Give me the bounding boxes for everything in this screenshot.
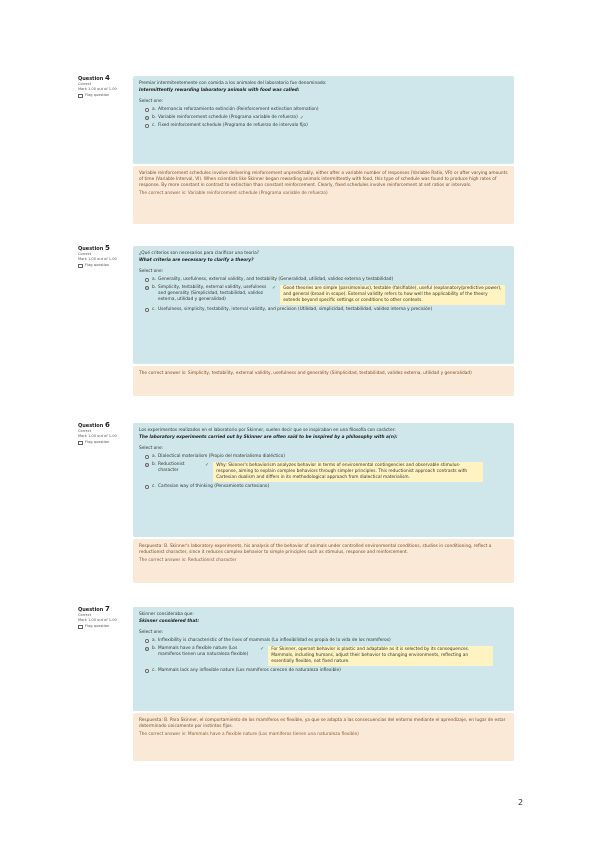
question-mark: Mark 1.00 out of 1.00 (78, 434, 117, 438)
answer-option-a[interactable]: a. Inflexibility is characteristic of the lives of mammals (La inflexibilidad es propia de la vida de los mamíferos) (139, 638, 508, 644)
question-info (78, 423, 130, 445)
question-mark: Mark 1.00 out of 1.00 (78, 618, 117, 622)
answer-option-c[interactable]: c. Cartesian way of thinking (Pensamiento cartesiano) (139, 484, 508, 490)
question-info (78, 607, 130, 629)
question-text-es: Los experimentos realizados en el laboratorio por Skinner, suelen decir que se inspiraban en una filosofía con carácter: (139, 428, 396, 433)
question-mark: Mark 1.00 out of 1.00 (78, 87, 117, 91)
correct-check-icon: ✓ (205, 462, 210, 468)
correct-answer-text: The correct answer is: Mammals have a flexible nature (Los mamíferos tienen una naturaleza flexible) (139, 732, 359, 737)
radio-button[interactable] (145, 308, 149, 312)
explanation-box: For Skinner, operant behavior is plastic and adaptable as it is selected by its consequences. Mammals, including humans, adjust their behavior to changing environments, reflecting an essentially flexible, not fixed nature. (268, 646, 493, 666)
page-number: 2 (518, 798, 524, 807)
question-text-en: Skinner considered that: (139, 619, 200, 624)
radio-button[interactable] (145, 455, 149, 459)
answer-option-a[interactable]: a. Alternancia reforzamiento extinción (Reinforcement extinction alternation) (139, 107, 508, 113)
question-formulation (133, 246, 514, 364)
question-mark: Mark 1.00 out of 1.00 (78, 257, 117, 261)
question-number: Question 6 (78, 421, 110, 429)
flag-icon (78, 264, 83, 268)
feedback-text: Respuesta: B. Para Skinner, el comportamiento de los mamíferos es flexible, ya que se adapta a las consecuencias del entorno mediante el aprendizaje, en lugar de estar determinado únicamente por instintos fijos. (139, 718, 506, 729)
question-text-es: Premiar intermitentemente con comida a los animales del laboratorio fue denominado: (139, 81, 327, 86)
flag-icon (78, 625, 83, 629)
select-one-label: Select one: (139, 630, 164, 635)
question-text-en: What criteria are necessary to clarify a theory? (139, 258, 254, 263)
select-one-label: Select one: (139, 99, 164, 104)
correct-answer-text: The correct answer is: Variable reinforcement schedule (Programa variable de refuerzo) (139, 191, 328, 196)
answer-option-b[interactable]: b. Simplicity, testability, external validity, usefulness and generality (Simplicidad, testabilidad, validez externa, utilidad y generalidad) ✓ Good theories are simple (parsimonious), testable (falsifiable), useful (explanatory/predictive power), and general (broad in scope). External validity refers to how well the applicability of the theory extends beyond specific settings or conditions to other contexts. (139, 285, 508, 305)
feedback-text: The correct answer is: Simplicity, testability, external validity, usefulness and generality (Simplicidad, testabilidad, validez externa, utilidad y generalidad) (139, 371, 472, 376)
question-status: Correct (78, 613, 92, 617)
feedback-text: Variable reinforcement schedules involve delivering reinforcement unpredictably, either after a variable number of responses (Variable Ratio, VR) or after varying amounts of time (Variable Interval, VI). When scientists like Skinner began rewarding animals intermittently with food, this type of schedule was found to produce high rates of response. By more constant in contrast to extinction than constant reinforcement. Clearly, fixed schedules involve reinforcement at set ratios or intervals. (139, 171, 508, 188)
correct-answer-text: The correct answer is: Reductionist character (139, 558, 237, 563)
explanation-box: Good theories are simple (parsimonious), testable (falsifiable), useful (explanatory/predictive power), and general (broad in scope). External validity refers to how well the applicability of the theory extends beyond specific settings or conditions to other contexts. (280, 285, 505, 305)
answer-option-c[interactable]: c. Usefulness, simplicity, testability, internal validity, and precision (Utilidad, simplicidad, testabilidad, validez interna y precisión) (139, 307, 508, 313)
feedback-box (133, 166, 514, 224)
answer-option-c[interactable]: c. Fixed reinforcement schedule (Programa de refuerzo de intervalo fijo) (139, 123, 508, 129)
answer-option-a[interactable]: a. Dialectical materialism (Propio del materialismo dialéctico) (139, 454, 508, 460)
radio-button[interactable] (145, 639, 149, 643)
question-formulation (133, 607, 514, 711)
question-info (78, 246, 130, 268)
correct-check-icon: ✓ (260, 646, 265, 652)
answer-option-b[interactable]: b. Mammals have a flexible nature (Los mamíferos tienen una naturaleza flexible) ✓ For Skinner, operant behavior is plastic and adaptable as it is selected by its consequences. Mammals, including humans, adjust their behavior to changing environments, reflecting an essentially flexible, not fixed nature. (139, 646, 508, 666)
question-info (78, 76, 130, 98)
explanation-box: Why: Skinner's behaviorism analyzes behavior in terms of environmental contingencies and observable stimulus-response, aiming to explain complex behaviors through simpler principles. This reductionist approach contrasts with Cartesian dualism and differs in its methodological approach from dialectical materialism. (213, 462, 483, 482)
question-status: Correct (78, 429, 92, 433)
answer-option-c[interactable]: c. Mammals lack any inflexible nature (Los mamíferos carecen de naturaleza inflexible) (139, 668, 508, 674)
correct-check-icon: ✓ (272, 285, 277, 291)
answer-option-b[interactable]: b. Variable reinforcement schedule (Programa variable de refuerzo) ✓ (139, 115, 508, 121)
question-formulation (133, 76, 514, 164)
select-one-label: Select one: (139, 446, 164, 451)
question-text-es: ¿Qué criterios son necesarios para clarificar una teoría? (139, 251, 260, 256)
feedback-box (133, 713, 514, 761)
question-text-en: Intermittently rewarding laboratory animals with food was called: (139, 88, 300, 93)
question-number: Question 5 (78, 244, 110, 252)
select-one-label: Select one: (139, 269, 164, 274)
question-text-en: The laboratory experiments carried out by Skinner are often said to be inspired by a philosophy with a(n): (139, 435, 398, 440)
flag-icon (78, 441, 83, 445)
flag-icon (78, 94, 83, 98)
feedback-box (133, 539, 514, 583)
correct-check-icon: ✓ (299, 115, 305, 121)
flag-question-button[interactable]: Flag question (78, 624, 130, 629)
radio-button[interactable] (145, 278, 149, 282)
radio-button-selected[interactable] (145, 647, 149, 651)
question-formulation (133, 423, 514, 537)
radio-button-selected[interactable] (145, 286, 149, 290)
flag-question-button[interactable]: Flag question (78, 263, 130, 268)
radio-button[interactable] (145, 485, 149, 489)
flag-question-button[interactable]: Flag question (78, 93, 130, 98)
answer-option-a[interactable]: a. Generality, usefulness, external validity, and testability (Generalidad, utilidad, validez externa y testabilidad) (139, 277, 508, 283)
radio-button[interactable] (145, 108, 149, 112)
radio-button[interactable] (145, 124, 149, 128)
radio-button-selected[interactable] (145, 116, 149, 120)
answer-option-b[interactable]: b. Reductionist character ✓ Why: Skinner's behaviorism analyzes behavior in terms of environmental contingencies and observable stimulus-response, aiming to explain complex behaviors through simpler principles. This reductionist approach contrasts with Cartesian dualism and differs in its methodological approach from dialectical materialism. (139, 462, 508, 482)
feedback-text: Respuesta: B. Skinner's laboratory experiments, his analysis of the behavior of animals under controlled environmental conditions, studies in conditioning, reflect a reductionist character, since it reduces complex behavior to simple principles such as stimulus, response and reinforcement. (139, 544, 492, 555)
question-text-es: Skinner consideraba que: (139, 612, 194, 617)
feedback-box (133, 366, 514, 396)
radio-button[interactable] (145, 669, 149, 673)
radio-button-selected[interactable] (145, 463, 149, 467)
question-number: Question 4 (78, 74, 110, 82)
question-status: Correct (78, 252, 92, 256)
question-number: Question 7 (78, 605, 110, 613)
question-status: Correct (78, 82, 92, 86)
flag-question-button[interactable]: Flag question (78, 440, 130, 445)
